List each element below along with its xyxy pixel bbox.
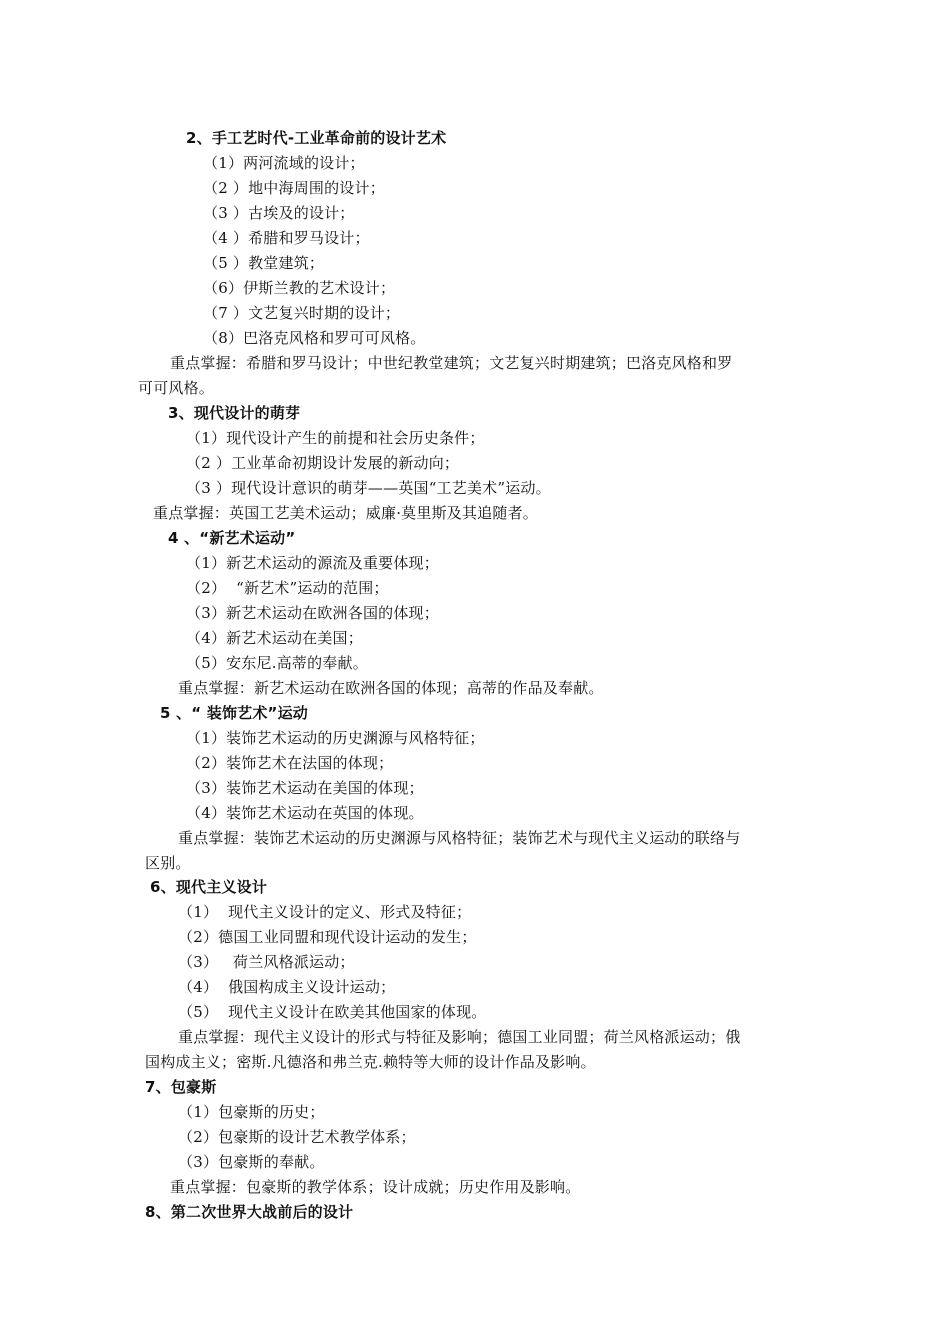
list-item: （4） 俄国构成主义设计运动； <box>178 978 396 996</box>
list-item: （5） 现代主义设计在欧美其他国家的体现。 <box>178 1003 487 1021</box>
key-points: 重点掌握：装饰艺术运动的历史渊源与风格特征；装饰艺术与现代主义运动的联络与 <box>178 829 741 847</box>
list-item: （2）德国工业同盟和现代设计运动的发生； <box>178 928 477 946</box>
section-heading: 2、手工艺时代-工业革命前的设计艺术 <box>186 129 447 147</box>
list-item: （3 ）古埃及的设计； <box>203 204 355 222</box>
list-item: （1）两河流域的设计； <box>203 154 365 172</box>
section-heading: 6、现代主义设计 <box>150 878 268 896</box>
list-item: （3 ）现代设计意识的萌芽——英国“工艺美术”运动。 <box>186 479 551 497</box>
list-item: （1）装饰艺术运动的历史渊源与风格特征； <box>186 729 485 747</box>
list-item: （4）装饰艺术运动在英国的体现。 <box>186 804 424 822</box>
list-item: （1）现代设计产生的前提和社会历史条件； <box>186 429 485 447</box>
list-item: （3） 荷兰风格派运动； <box>178 953 355 971</box>
section-heading: 4 、“新艺术运动” <box>168 529 296 547</box>
list-item: （2）包豪斯的设计艺术教学体系； <box>178 1128 416 1146</box>
key-points: 重点掌握：包豪斯的教学体系；设计成就；历史作用及影响。 <box>170 1178 581 1196</box>
list-item: （4）新艺术运动在美国； <box>186 629 363 647</box>
list-item: （2 ）地中海周围的设计； <box>203 179 385 197</box>
key-points-continued: 国构成主义；密斯.凡德洛和弗兰克.赖特等大师的设计作品及影响。 <box>145 1053 596 1071</box>
key-points-continued: 区别。 <box>145 854 191 872</box>
section-heading: 8、第二次世界大战前后的设计 <box>145 1203 354 1221</box>
list-item: （2 ）工业革命初期设计发展的新动向； <box>186 454 460 472</box>
key-points: 重点掌握：现代主义设计的形式与特征及影响；德国工业同盟；荷兰风格派运动；俄 <box>178 1028 741 1046</box>
list-item: （3）包豪斯的奉献。 <box>178 1153 325 1171</box>
list-item: （6）伊斯兰教的艺术设计； <box>203 279 396 297</box>
section-heading: 5 、“ 装饰艺术”运动 <box>160 704 308 722</box>
list-item: （1）新艺术运动的源流及重要体现； <box>186 554 439 572</box>
section-heading: 3、现代设计的萌芽 <box>168 404 301 422</box>
key-points-continued: 可可风格。 <box>138 379 215 397</box>
list-item: （2） “新艺术”运动的范围； <box>186 579 389 597</box>
list-item: （3）装饰艺术运动在美国的体现； <box>186 779 424 797</box>
list-item: （7 ）文艺复兴时期的设计； <box>203 304 401 322</box>
list-item: （1）包豪斯的历史； <box>178 1103 325 1121</box>
list-item: （4 ）希腊和罗马设计； <box>203 229 370 247</box>
section-heading: 7、包豪斯 <box>145 1078 217 1096</box>
list-item: （5 ）教堂建筑； <box>203 254 325 272</box>
key-points: 重点掌握：英国工艺美术运动；威廉·莫里斯及其追随者。 <box>153 504 538 522</box>
list-item: （1） 现代主义设计的定义、形式及特征； <box>178 903 472 921</box>
list-item: （3）新艺术运动在欧洲各国的体现； <box>186 604 439 622</box>
list-item: （5）安东尼.高蒂的奉献。 <box>186 654 368 672</box>
key-points: 重点掌握：希腊和罗马设计；中世纪教堂建筑；文艺复兴时期建筑；巴洛克风格和罗 <box>170 354 733 372</box>
list-item: （2）装饰艺术在法国的体现； <box>186 754 394 772</box>
key-points: 重点掌握：新艺术运动在欧洲各国的体现；高蒂的作品及奉献。 <box>178 679 604 697</box>
list-item: （8）巴洛克风格和罗可可风格。 <box>203 329 426 347</box>
